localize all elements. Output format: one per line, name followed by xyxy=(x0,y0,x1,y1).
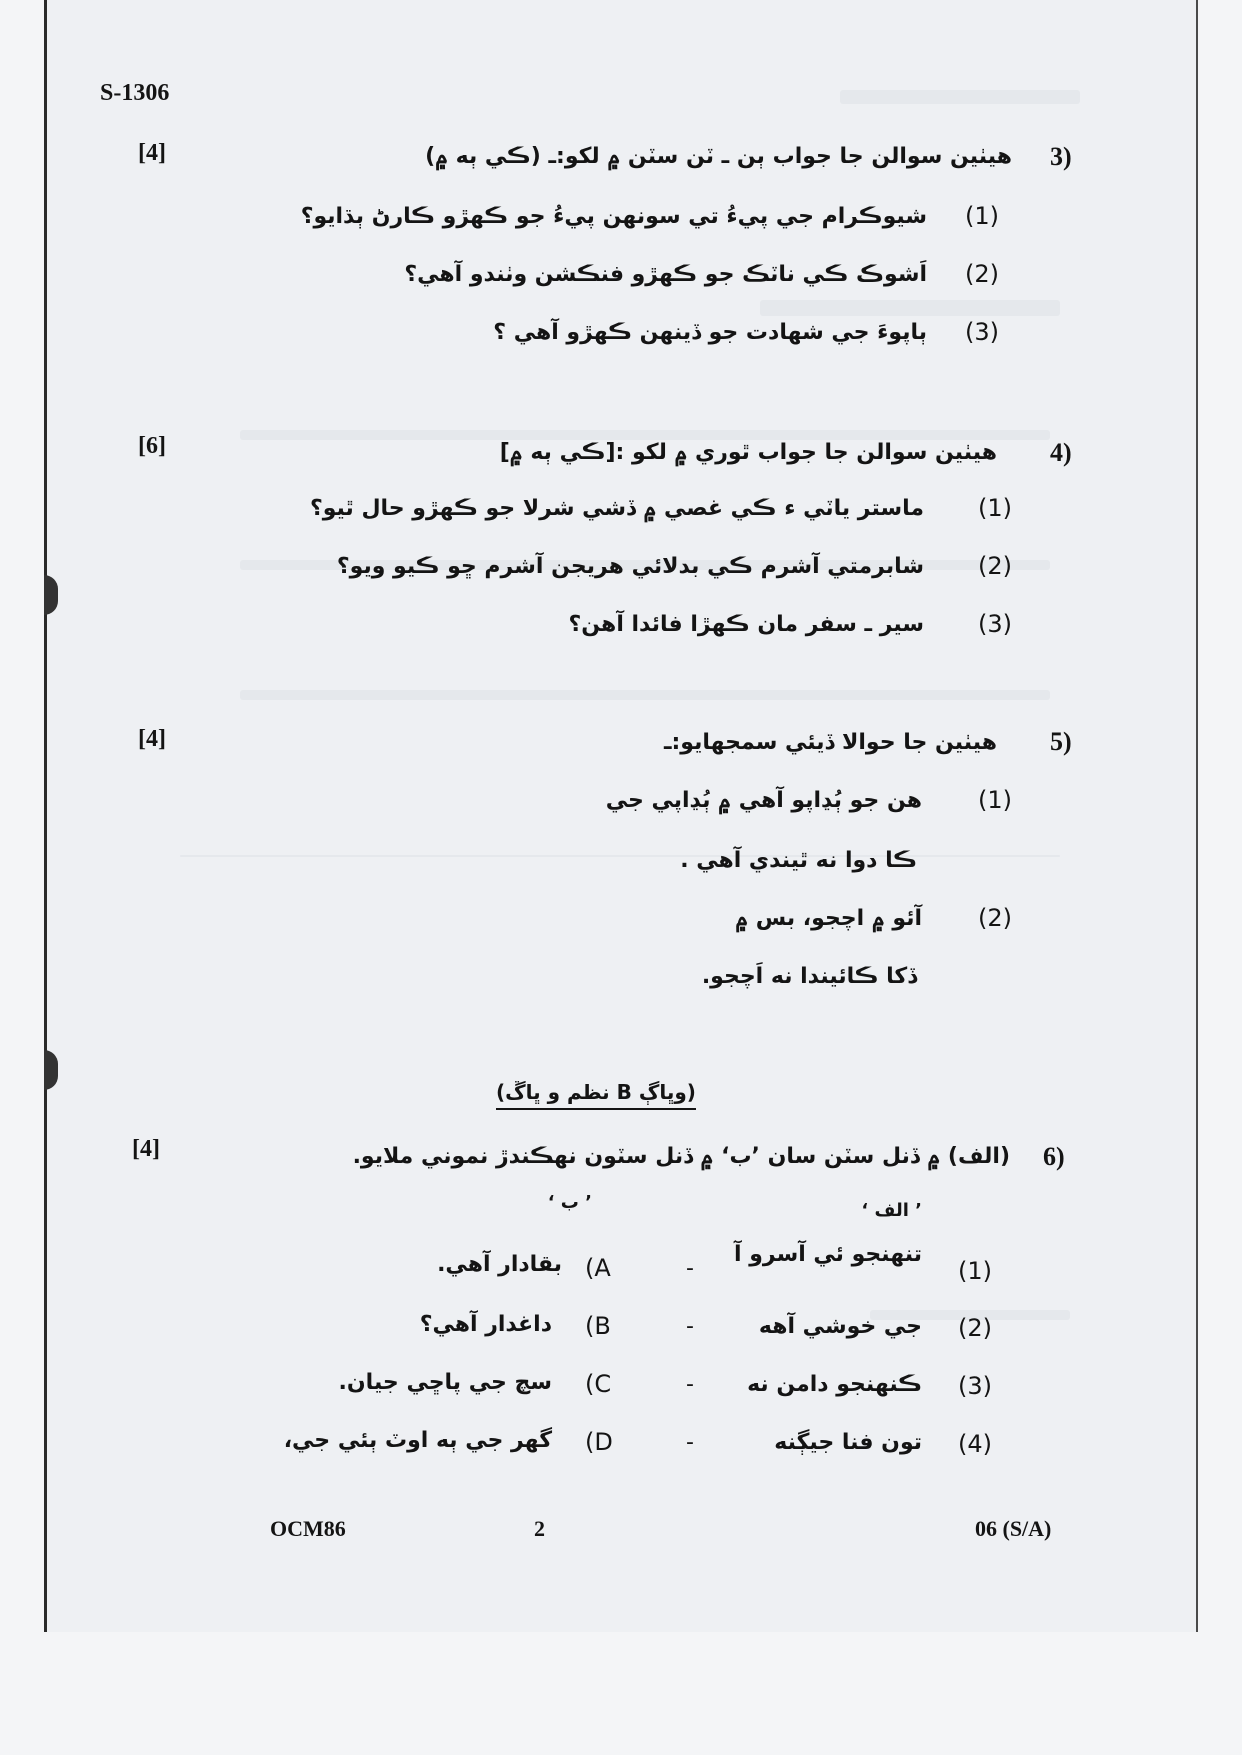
paper-code: S-1306 xyxy=(100,80,170,106)
q5-item-1-line-1: هن جو ٻُڍاپو آهي ۾ ٻُڍاپي جي xyxy=(605,788,922,813)
q6-pair-4-right: گهر جي ٻه اوٽ ٻئي جي، xyxy=(283,1428,552,1453)
bleed-through xyxy=(840,90,1080,104)
q6-pair-3-letter: (C xyxy=(585,1370,612,1398)
footer-code: OCM86 xyxy=(270,1516,346,1541)
q6-pair-3-left: ڪنهنجو دامن نه xyxy=(747,1372,922,1397)
q5-number: 5) xyxy=(1050,727,1072,756)
q6-pair-2-number: (2) xyxy=(958,1314,992,1342)
q3-prompt: هيٺين سوالن جا جواب ٻن ـ ٽن سٽن ۾ لکو:ـ (ڪي ٻه ۾) xyxy=(425,144,1012,169)
q3-item-3-number: (3) xyxy=(965,318,999,346)
q6-pair-3-right: سچ جي پاڇي جيان. xyxy=(338,1370,552,1395)
q5-prompt: هيٺين جا حوالا ڏيئي سمجهايو:ـ xyxy=(663,730,997,755)
bleed-through xyxy=(240,430,1050,440)
q3-item-2-text: اَشوڪ ڪي ناٽڪ جو ڪهڙو فنڪشن وٺندو آهي؟ xyxy=(404,262,927,287)
q6-pair-2-letter: (B xyxy=(585,1312,611,1340)
q4-item-3-number: (3) xyxy=(978,610,1012,638)
q6-pair-2-left: جي خوشي آهه xyxy=(758,1314,922,1339)
q6-pair-4-number: (4) xyxy=(958,1430,992,1458)
q6-pair-1-letter: (A xyxy=(585,1254,611,1282)
q6-pair-3-dash: - xyxy=(686,1372,694,1397)
q6-pair-4-letter: (D xyxy=(585,1428,613,1456)
q3-item-2-number: (2) xyxy=(965,260,999,288)
q4-item-1-number: (1) xyxy=(978,494,1012,522)
page-number: 2 xyxy=(534,1516,545,1541)
q3-item-1-number: (1) xyxy=(965,202,999,230)
q6-pair-4-dash: - xyxy=(686,1430,694,1455)
q6-pair-1-dash: - xyxy=(686,1256,694,1281)
q4-item-1-text: ماستر ياٽي ء ڪي غصي ۾ ڏشي شرلا جو ڪهڙو حال ٿيو؟ xyxy=(309,496,924,521)
q4-number: 4) xyxy=(1050,438,1072,467)
q5-item-2-line-1: آئو ۾ اچجو، بس ۾ xyxy=(735,906,922,931)
exam-page xyxy=(44,0,1198,1632)
q5-item-2-number: (2) xyxy=(978,904,1012,932)
q6-pair-2-dash: - xyxy=(686,1314,694,1339)
q4-item-2-number: (2) xyxy=(978,552,1012,580)
bleed-through xyxy=(760,300,1060,316)
q6-pair-3-number: (3) xyxy=(958,1372,992,1400)
q6-pair-1-number: (1) xyxy=(958,1257,992,1285)
q6-pair-1-left: تنهنجو ئي آسرو آ xyxy=(734,1242,922,1267)
q5-item-1-line-2: ڪا دوا نه ٿيندي آهي . xyxy=(680,848,917,873)
q4-prompt: هيٺين سوالن جا جواب ٿوري ۾ لکو :[ڪي ٻه ۾] xyxy=(499,440,997,465)
q3-number: 3) xyxy=(1050,142,1072,171)
q6-pair-2-right: داغدار آهي؟ xyxy=(419,1312,552,1337)
footer-set-code: 06 (S/A) xyxy=(975,1516,1052,1541)
q4-marks: [6] xyxy=(138,433,166,459)
q5-item-2-line-2: ڏکا ڪائيندا نه اَچجو. xyxy=(701,964,917,989)
q5-item-1-number: (1) xyxy=(978,786,1012,814)
q6-prompt: (الف) ۾ ڏنل سٽن سان ’ب‘ ۾ ڏنل سٽون نهڪندڙ نموني ملايو. xyxy=(352,1144,1010,1169)
q4-item-2-text: شابرمتي آشرم ڪي بدلائي هريجن آشرم ڇو ڪيو ويو؟ xyxy=(336,554,924,579)
bleed-through xyxy=(240,690,1050,700)
q5-marks: [4] xyxy=(138,726,166,752)
section-b-heading: (وڀاڳ B نظم و ڀاڱ) xyxy=(496,1080,696,1110)
column-b-label: ’ ب ‘ xyxy=(547,1192,592,1213)
q4-item-3-text: سير ـ سفر مان ڪهڙا فائدا آهن؟ xyxy=(568,612,924,637)
q6-pair-4-left: تون فنا جيڳنه xyxy=(774,1430,922,1455)
q6-pair-1-right: بقادار آهي. xyxy=(437,1252,562,1277)
q6-marks: [4] xyxy=(132,1136,160,1162)
column-a-label: ’ الف ‘ xyxy=(861,1200,922,1221)
bleed-through xyxy=(180,855,1060,857)
q3-item-1-text: شيوڪرام جي پيءُ تي سونهن پيءُ جو ڪهڙو ڪارڻ ٻڌايو؟ xyxy=(300,204,927,229)
q6-number: 6) xyxy=(1043,1142,1065,1171)
q3-marks: [4] xyxy=(138,140,166,166)
q3-item-3-text: ٻاپوءَ جي شهادت جو ڏينهن ڪهڙو آهي ؟ xyxy=(493,320,927,345)
